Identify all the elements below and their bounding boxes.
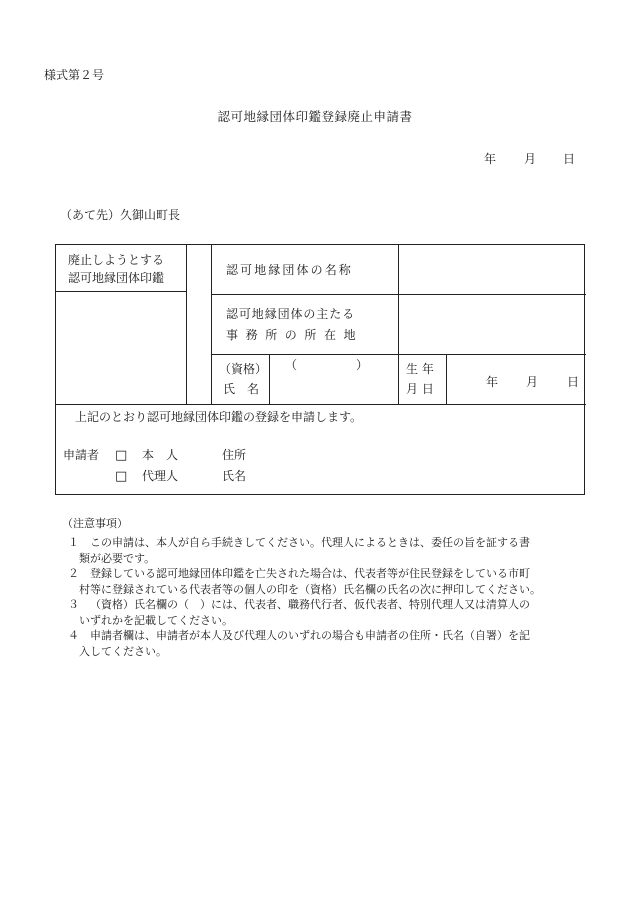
org-address-label-line1: 認可地縁団体の主たる xyxy=(226,307,356,321)
applicant-address-field[interactable] xyxy=(248,444,578,464)
rule-label-column-left xyxy=(211,245,212,404)
note-item xyxy=(68,566,588,597)
applicant-name-label: 氏名 xyxy=(222,469,247,483)
org-address-field[interactable] xyxy=(399,295,585,354)
org-address-label-line2: 事務所の所在地 xyxy=(226,328,364,342)
applicant-name-field[interactable] xyxy=(248,465,578,485)
rule-seal-column-right xyxy=(186,245,187,404)
notes-title: （注意事項） xyxy=(62,517,128,530)
note-text-line1: （資格）氏名欄の（ ）には、代表者、職務代行者、仮代表者、特別代理人又は清算人の xyxy=(90,598,530,611)
rep-name-field[interactable] xyxy=(270,355,397,403)
org-name-field[interactable] xyxy=(399,246,585,294)
note-text-line2: 類が必要です。 xyxy=(79,551,156,565)
date-day-label: 日 xyxy=(563,152,576,166)
birth-year-label: 年 xyxy=(486,375,499,389)
seal-label-line1: 廃止しようとする xyxy=(68,253,165,267)
document-title: 認可地縁団体印鑑登録廃止申請書 xyxy=(217,109,413,124)
birth-month-label: 月 xyxy=(526,375,539,389)
note-item xyxy=(68,597,588,628)
applicant-label: 申請者 xyxy=(63,448,100,462)
note-text-line1: この申請は、本人が自ら手続きしてください。代理人によるときは、委任の旨を証する書 xyxy=(90,536,530,549)
birth-label-line1: 生 年 xyxy=(406,362,434,376)
self-checkbox[interactable]: □ xyxy=(115,448,128,463)
note-item xyxy=(68,628,588,659)
addressee: （あて先）久御山町長 xyxy=(60,208,181,222)
note-text-line2: 入してください。 xyxy=(79,644,167,658)
rep-qualification-label: （資格） xyxy=(219,362,268,376)
rep-name-label: 氏 名 xyxy=(223,382,260,396)
rep-paren-open: （ xyxy=(285,358,298,372)
note-number: １ xyxy=(68,536,79,549)
note-text-line2: 村等に登録されている代表者等の個人の印を（資格）氏名欄の氏名の次に押印してください。 xyxy=(79,582,541,596)
note-number: ４ xyxy=(68,629,79,642)
agent-checkbox[interactable]: □ xyxy=(115,469,128,484)
form-number: 様式第２号 xyxy=(44,68,105,82)
birth-label-line2: 月 日 xyxy=(406,382,434,396)
note-number: ３ xyxy=(68,598,79,611)
birth-date-field[interactable] xyxy=(447,355,585,403)
note-item xyxy=(68,535,588,566)
seal-label-line2: 認可地縁団体印鑑 xyxy=(68,271,165,285)
rep-paren-close: ） xyxy=(356,358,369,372)
date-month-label: 月 xyxy=(524,152,537,166)
org-name-label: 認可地縁団体の名称 xyxy=(226,263,353,277)
note-text-line1: 登録している認可地縁団体印鑑を亡失された場合は、代表者等が住民登録をしている市町 xyxy=(90,567,530,580)
date-year-label: 年 xyxy=(484,152,497,166)
application-table xyxy=(55,244,585,495)
option-self-label: 本 人 xyxy=(142,448,179,462)
note-text-line2: いずれかを記載してください。 xyxy=(79,613,233,627)
rule-upper-section-bottom xyxy=(56,404,586,405)
note-number: ２ xyxy=(68,567,79,580)
applicant-address-label: 住所 xyxy=(222,448,247,462)
note-text-line1: 申請者欄は、申請者が本人及び代理人のいずれの場合も申請者の住所・氏名（自署）を記 xyxy=(90,629,530,642)
seal-impression-area[interactable] xyxy=(57,292,185,403)
option-agent-label: 代理人 xyxy=(142,469,179,483)
birth-day-label: 日 xyxy=(567,375,580,389)
application-statement: 上記のとおり認可地縁団体印鑑の登録を申請します。 xyxy=(75,410,363,424)
